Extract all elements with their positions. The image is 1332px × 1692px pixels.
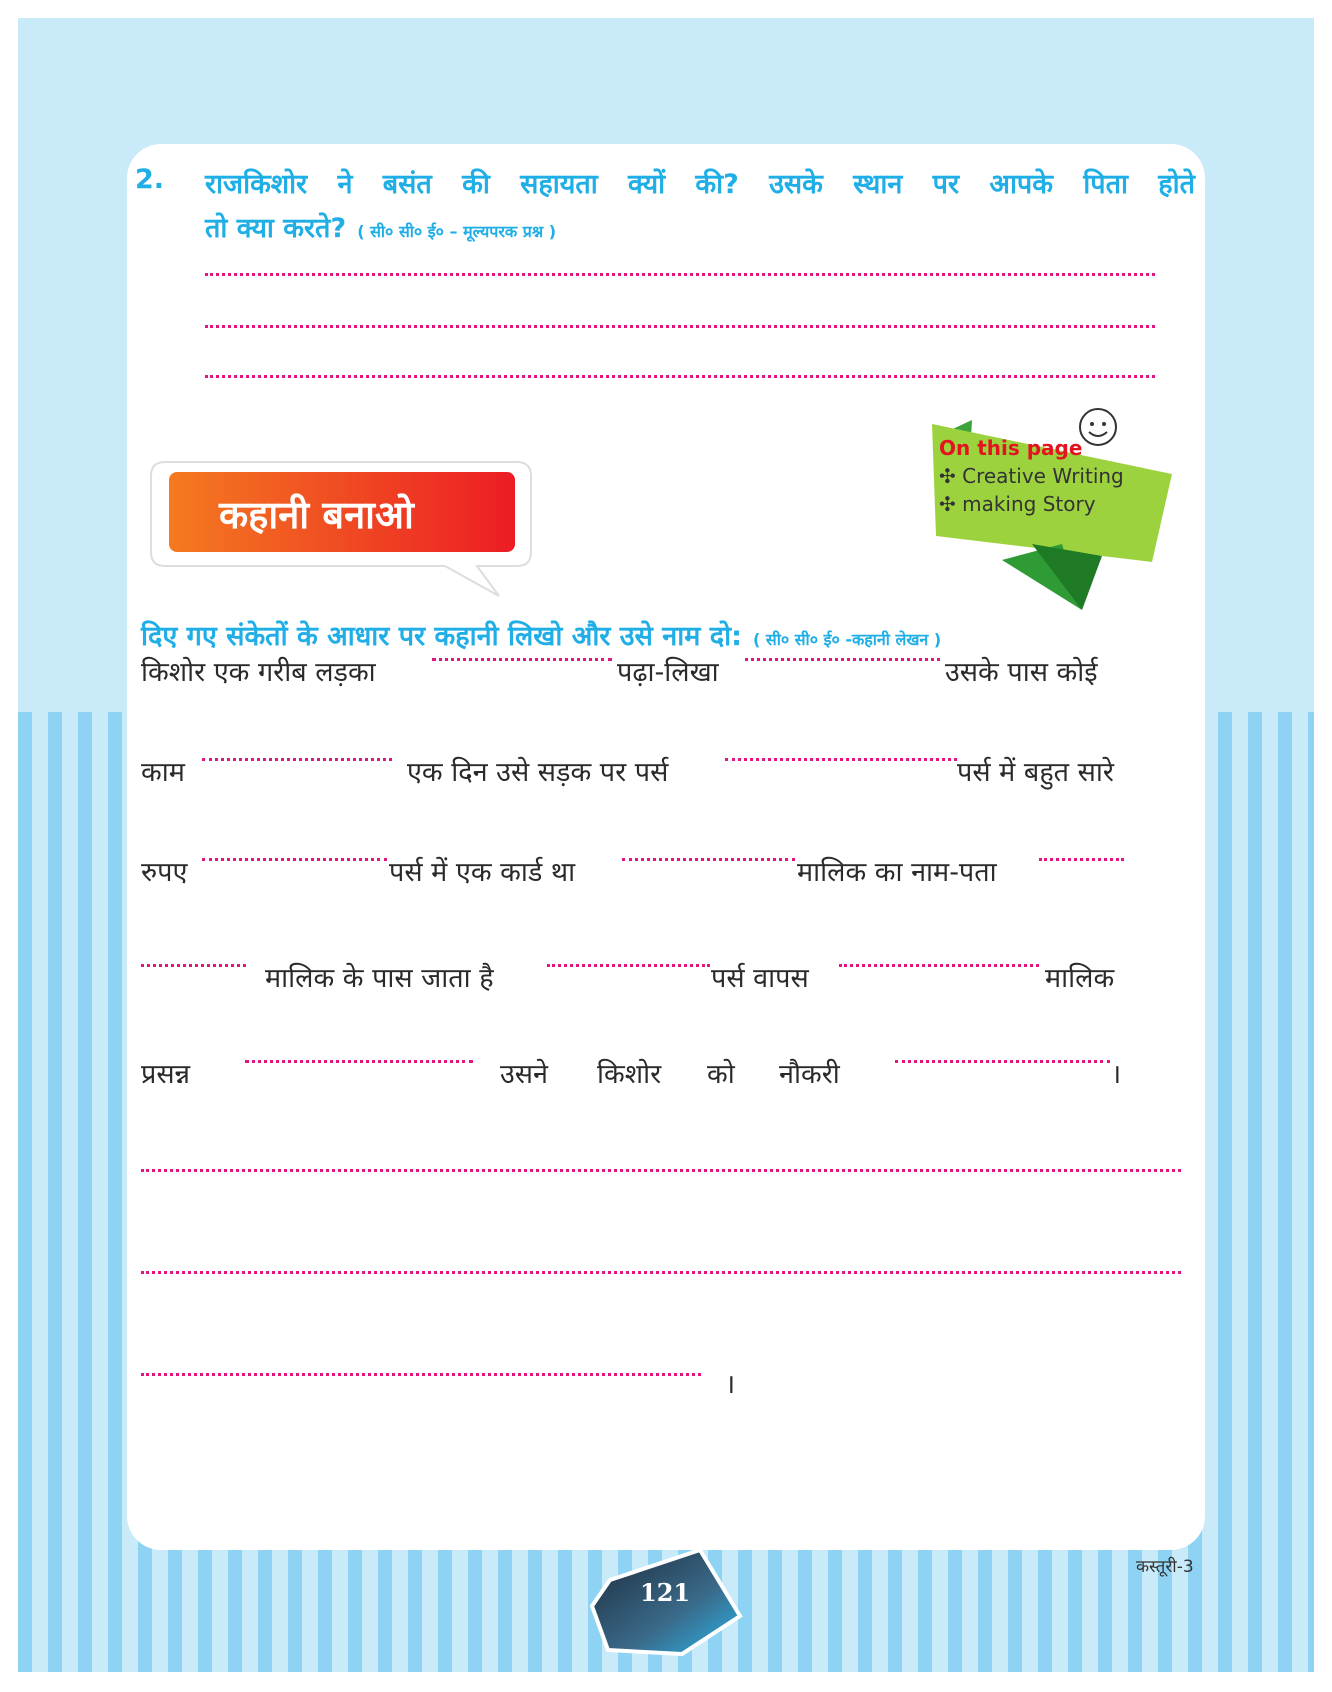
story-blank[interactable] xyxy=(202,858,387,861)
story-full-stop: । xyxy=(1111,1059,1122,1090)
note-item: ✣ Creative Writing xyxy=(939,464,1124,488)
answer-line[interactable] xyxy=(205,273,1155,276)
story-cue: पढ़ा-लिखा xyxy=(617,657,719,688)
story-blank[interactable] xyxy=(141,964,246,967)
instruction xyxy=(141,616,941,653)
story-cue: प्रसन्न xyxy=(141,1059,191,1090)
question-number: 2. xyxy=(135,164,165,195)
story-cue: मालिक xyxy=(1045,963,1115,994)
story-cue: नौकरी xyxy=(779,1059,840,1090)
smiley-icon xyxy=(1080,409,1116,445)
note-item: ✣ making Story xyxy=(939,492,1096,516)
answer-line[interactable] xyxy=(205,325,1155,328)
story-cue: किशोर एक गरीब लड़का xyxy=(141,657,376,688)
story-cue: पर्स में एक कार्ड था xyxy=(389,857,576,888)
story-cue: उसने xyxy=(500,1059,549,1090)
question-line-2: तो क्या करते? xyxy=(205,213,347,244)
story-cue: उसके पास कोई xyxy=(945,657,1098,688)
story-cue: मालिक का नाम-पता xyxy=(797,857,997,888)
page-number: 121 xyxy=(640,1578,691,1607)
story-cue: पर्स में बहुत सारे xyxy=(957,757,1114,788)
story-cue: पर्स वापस xyxy=(711,963,809,994)
instruction-tag: ( सी० सी० ई० -कहानी लेखन ) xyxy=(753,630,942,649)
story-blank[interactable] xyxy=(432,658,612,661)
story-blank[interactable] xyxy=(245,1060,473,1063)
story-cue: को xyxy=(707,1059,735,1090)
content-card xyxy=(127,144,1205,1550)
story-blank[interactable] xyxy=(202,758,392,761)
story-blank[interactable] xyxy=(622,858,795,861)
story-blank[interactable] xyxy=(547,964,710,967)
question-tag: ( सी० सी० ई० – मूल्यपरक प्रश्न ) xyxy=(357,222,557,241)
story-cue: काम xyxy=(141,757,185,788)
question-line-1: राजकिशोर ने बसंत की सहायता क्यों की? उसके स्थान पर आपके पिता होते xyxy=(205,169,1195,200)
writing-line[interactable] xyxy=(141,1373,701,1376)
story-blank[interactable] xyxy=(1039,858,1124,861)
writing-line[interactable] xyxy=(141,1271,1181,1274)
story-blank[interactable] xyxy=(745,658,940,661)
answer-line[interactable] xyxy=(205,375,1155,378)
story-blank[interactable] xyxy=(895,1060,1110,1063)
question-line-2-wrap xyxy=(205,208,556,245)
story-cue: मालिक के पास जाता है xyxy=(265,963,494,994)
book-name: कस्तूरी-3 xyxy=(1136,1557,1194,1577)
story-end-full-stop: । xyxy=(725,1369,736,1400)
instruction-text: दिए गए संकेतों के आधार पर कहानी लिखो और उसे नाम दो: xyxy=(141,621,742,652)
story-blank[interactable] xyxy=(725,758,957,761)
story-cue: किशोर xyxy=(597,1059,662,1090)
writing-line[interactable] xyxy=(141,1169,1181,1172)
story-blank[interactable] xyxy=(839,964,1039,967)
story-cue: रुपए xyxy=(141,857,188,888)
story-cue: एक दिन उसे सड़क पर पर्स xyxy=(407,757,669,788)
section-title: कहानी बनाओ xyxy=(219,493,414,537)
note-heading: On this page xyxy=(939,436,1083,460)
